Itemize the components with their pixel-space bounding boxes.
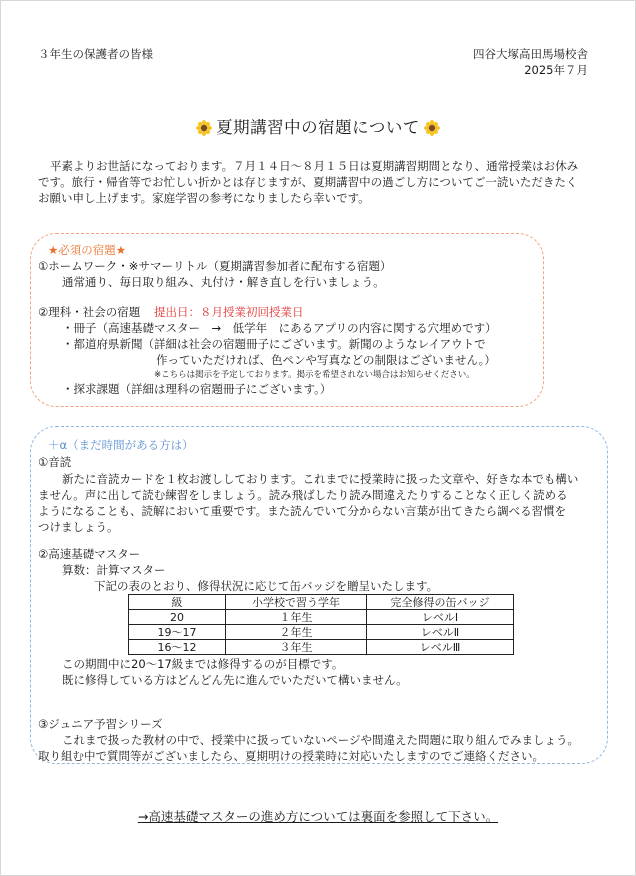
junior-line: これまで扱った教材の中で、授業中に扱っていないページや間違えた問題に取り組んでみましょう。 — [62, 733, 580, 747]
table-row — [129, 625, 514, 640]
recipient-line: ３年生の保護者の皆様 — [38, 47, 153, 61]
table-row — [129, 610, 514, 625]
newspaper-bullet-cont: 作っていただければ、色ペンや写真などの制限はございません。） — [156, 353, 496, 367]
footer-text: →高速基礎マスターの進め方については裏面を参照して下さい。 — [137, 809, 499, 824]
footer-note — [0, 809, 636, 825]
kiso-goal: この期間中に20～17級までは修得するのが目標です。 — [62, 657, 344, 671]
badge-table — [128, 594, 514, 655]
ondoku-line: 新たに音読カードを１枚お渡ししております。これまでに授業時に扱った文章や、好きな本でも構い — [62, 472, 579, 486]
intro-line: お願い申し上げます。家庭学習の参考になりましたら幸いです。 — [38, 191, 370, 205]
science-social-item — [38, 304, 303, 320]
homework-item-title: ①ホームワーク・※サマーリトル（夏期講習参加者に配布する宿題） — [38, 259, 392, 273]
table-row — [129, 640, 514, 655]
deadline-text: 提出日：８月授業初回授業日 — [153, 305, 304, 319]
table-cell: 16～12 — [129, 640, 226, 655]
document-title — [0, 118, 636, 138]
kiso-master-sub: 算数：計算マスター — [62, 563, 166, 577]
table-cell: レベルⅠ — [367, 610, 514, 625]
ondoku-line: ようになることも、読解において重要です。また読んでいて分からない言葉が出てきたら調べる習慣を — [38, 504, 567, 518]
table-cell: ２年生 — [226, 625, 367, 640]
optional-heading: ＋α（まだ時間がある方は） — [48, 438, 194, 452]
sender-block — [473, 46, 588, 78]
intro-paragraph — [38, 158, 598, 206]
table-cell: １年生 — [226, 610, 367, 625]
kiso-master-title: ②高速基礎マスター — [38, 547, 141, 561]
junior-title: ③ジュニア予習シリーズ — [38, 717, 163, 731]
sunflower-icon — [424, 120, 440, 136]
intro-line: 平素よりお世話になっております。７月１４日～８月１５日は夏期講習期間となり、通常授業はお休み — [50, 159, 579, 173]
science-social-title: ②理科・社会の宿題 — [38, 305, 141, 319]
title-text: 夏期講習中の宿題について — [216, 118, 420, 137]
homework-item-body: 通常通り、毎日取り組み、丸付け・解き直しを行いましょう。 — [62, 275, 385, 289]
table-cell: レベルⅢ — [367, 640, 514, 655]
table-header-row — [129, 595, 514, 610]
intro-line: です。旅行・帰省等でお忙しい折かとは存じますが、夏期講習中の過ごし方についてご一読いただきたく — [38, 175, 578, 189]
display-note: ※こちらは掲示を予定しております。掲示を希望されない場合はお知らせください。 — [154, 370, 475, 380]
booklet-bullet: ・冊子（高速基礎マスター → 低学年 にあるアプリの内容に関する穴埋めです） — [62, 321, 497, 335]
research-bullet: ・探求課題（詳細は理科の宿題冊子にございます。） — [62, 382, 332, 396]
junior-line: 取り組む中で質問等がございましたら、夏期明けの授業時に対応いたしますのでご連絡ください。 — [38, 749, 544, 763]
ondoku-title: ①音読 — [38, 455, 72, 469]
kiso-master-desc: 下記の表のとおり、修得状況に応じて缶バッジを贈呈いたします。 — [94, 579, 439, 593]
required-heading: ★必須の宿題★ — [48, 243, 127, 257]
table-cell: ３年生 — [226, 640, 367, 655]
table-cell: 20 — [129, 610, 226, 625]
ondoku-line: つけましょう。 — [38, 520, 119, 534]
table-cell: レベルⅡ — [367, 625, 514, 640]
kiso-more: 既に修得している方はどんどん先に進んでいただいて構いません。 — [62, 673, 408, 687]
ondoku-line: ません。声に出して読む練習をしましょう。読み飛ばしたり読み間違えたりすることなく正しく読める — [38, 488, 568, 502]
sunflower-icon — [196, 120, 212, 136]
school-name: 四谷大塚高田馬場校舎 — [473, 47, 588, 61]
table-header-cell: 小学校で習う学年 — [226, 595, 367, 610]
newspaper-bullet: ・都道府県新聞（詳細は社会の宿題冊子にございます。新聞のようなレイアウトで — [62, 337, 486, 351]
issue-date: 2025年７月 — [524, 63, 588, 77]
table-cell: 19～17 — [129, 625, 226, 640]
table-header-cell: 完全修得の缶バッジ — [367, 595, 514, 610]
table-header-cell: 級 — [129, 595, 226, 610]
